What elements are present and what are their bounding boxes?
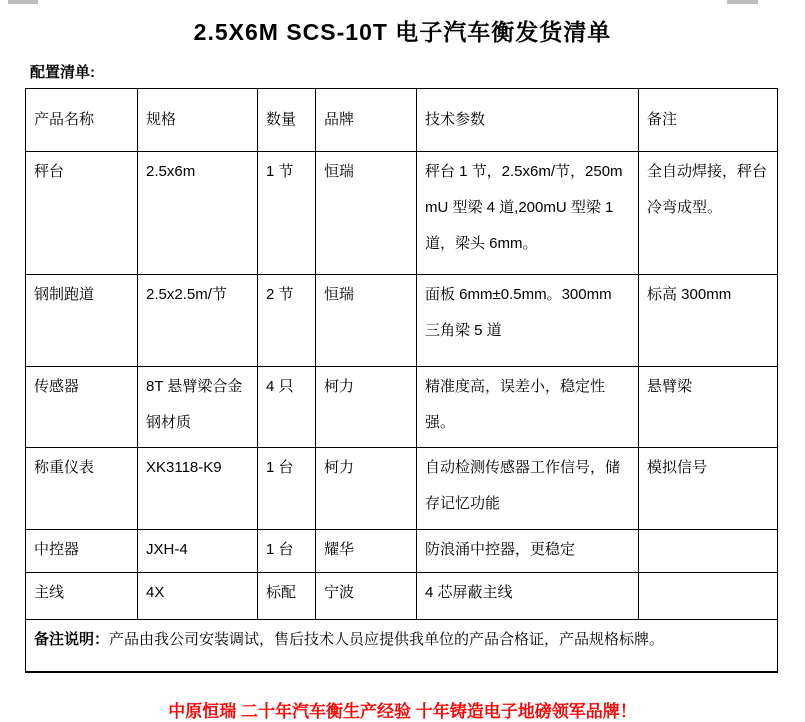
quantity-cell: 1 台 xyxy=(258,530,316,573)
table-row xyxy=(26,275,778,367)
quantity-cell: 标配 xyxy=(258,573,316,620)
header-spec: 规格 xyxy=(138,89,258,152)
header-product-name: 产品名称 xyxy=(26,89,138,152)
remarks-cell xyxy=(639,573,778,620)
spec-cell: 2.5x2.5m/节 xyxy=(138,275,258,367)
corner-mark-right xyxy=(727,0,758,4)
table-row xyxy=(26,448,778,530)
quantity-cell: 4 只 xyxy=(258,367,316,448)
remarks-cell: 全自动焊接，秤台冷弯成型。 xyxy=(639,152,778,275)
brand-cell: 柯力 xyxy=(316,367,417,448)
product-name-cell: 主线 xyxy=(26,573,138,620)
table-row xyxy=(26,530,778,573)
brand-cell: 恒瑞 xyxy=(316,275,417,367)
brand-cell: 耀华 xyxy=(316,530,417,573)
remarks-cell xyxy=(639,530,778,573)
spec-cell: 4X xyxy=(138,573,258,620)
table-row xyxy=(26,573,778,620)
tech-params-cell: 精准度高，误差小，稳定性强。 xyxy=(417,367,639,448)
remark-cell xyxy=(26,620,778,673)
remarks-cell: 标高 300mm xyxy=(639,275,778,367)
product-name-cell: 传感器 xyxy=(26,367,138,448)
tech-params-cell: 4 芯屏蔽主线 xyxy=(417,573,639,620)
remark-label: 备注说明： xyxy=(34,631,110,648)
spec-cell: 2.5x6m xyxy=(138,152,258,275)
tech-params-cell: 秤台 1 节，2.5x6m/节，250mmU 型梁 4 道,200mU 型梁 1 道，梁头 6mm。 xyxy=(417,152,639,275)
product-name-cell: 称重仪表 xyxy=(26,448,138,530)
remark-row xyxy=(26,620,778,673)
section-label: 配置清单: xyxy=(30,64,95,81)
brand-cell: 宁波 xyxy=(316,573,417,620)
table-header-row xyxy=(26,89,778,152)
header-quantity: 数量 xyxy=(258,89,316,152)
remarks-cell: 模拟信号 xyxy=(639,448,778,530)
page-title: 2.5X6M SCS-10T 电子汽车衡发货清单 xyxy=(193,19,612,45)
corner-mark-left xyxy=(8,0,38,4)
spec-cell: XK3118-K9 xyxy=(138,448,258,530)
spec-table xyxy=(25,88,778,673)
tech-params-cell: 防浪涌中控器，更稳定 xyxy=(417,530,639,573)
header-remarks: 备注 xyxy=(639,89,778,152)
footer-slogan: 中原恒瑞 二十年汽车衡生产经验 十年铸造电子地磅领军品牌！ xyxy=(168,702,637,721)
spec-cell: 8T 悬臂梁合金钢材质 xyxy=(138,367,258,448)
table-row xyxy=(26,367,778,448)
header-brand: 品牌 xyxy=(316,89,417,152)
quantity-cell: 2 节 xyxy=(258,275,316,367)
remarks-cell: 悬臂梁 xyxy=(639,367,778,448)
product-name-cell: 钢制跑道 xyxy=(26,275,138,367)
quantity-cell: 1 台 xyxy=(258,448,316,530)
brand-cell: 恒瑞 xyxy=(316,152,417,275)
quantity-cell: 1 节 xyxy=(258,152,316,275)
tech-params-cell: 自动检测传感器工作信号，储存记忆功能 xyxy=(417,448,639,530)
product-name-cell: 中控器 xyxy=(26,530,138,573)
tech-params-cell: 面板 6mm±0.5mm。300mm 三角梁 5 道 xyxy=(417,275,639,367)
spec-cell: JXH-4 xyxy=(138,530,258,573)
table-row xyxy=(26,152,778,275)
remark-text: 产品由我公司安装调试，售后技术人员应提供我单位的产品合格证，产品规格标牌。 xyxy=(109,631,665,648)
product-name-cell: 秤台 xyxy=(26,152,138,275)
header-tech-params: 技术参数 xyxy=(417,89,639,152)
brand-cell: 柯力 xyxy=(316,448,417,530)
